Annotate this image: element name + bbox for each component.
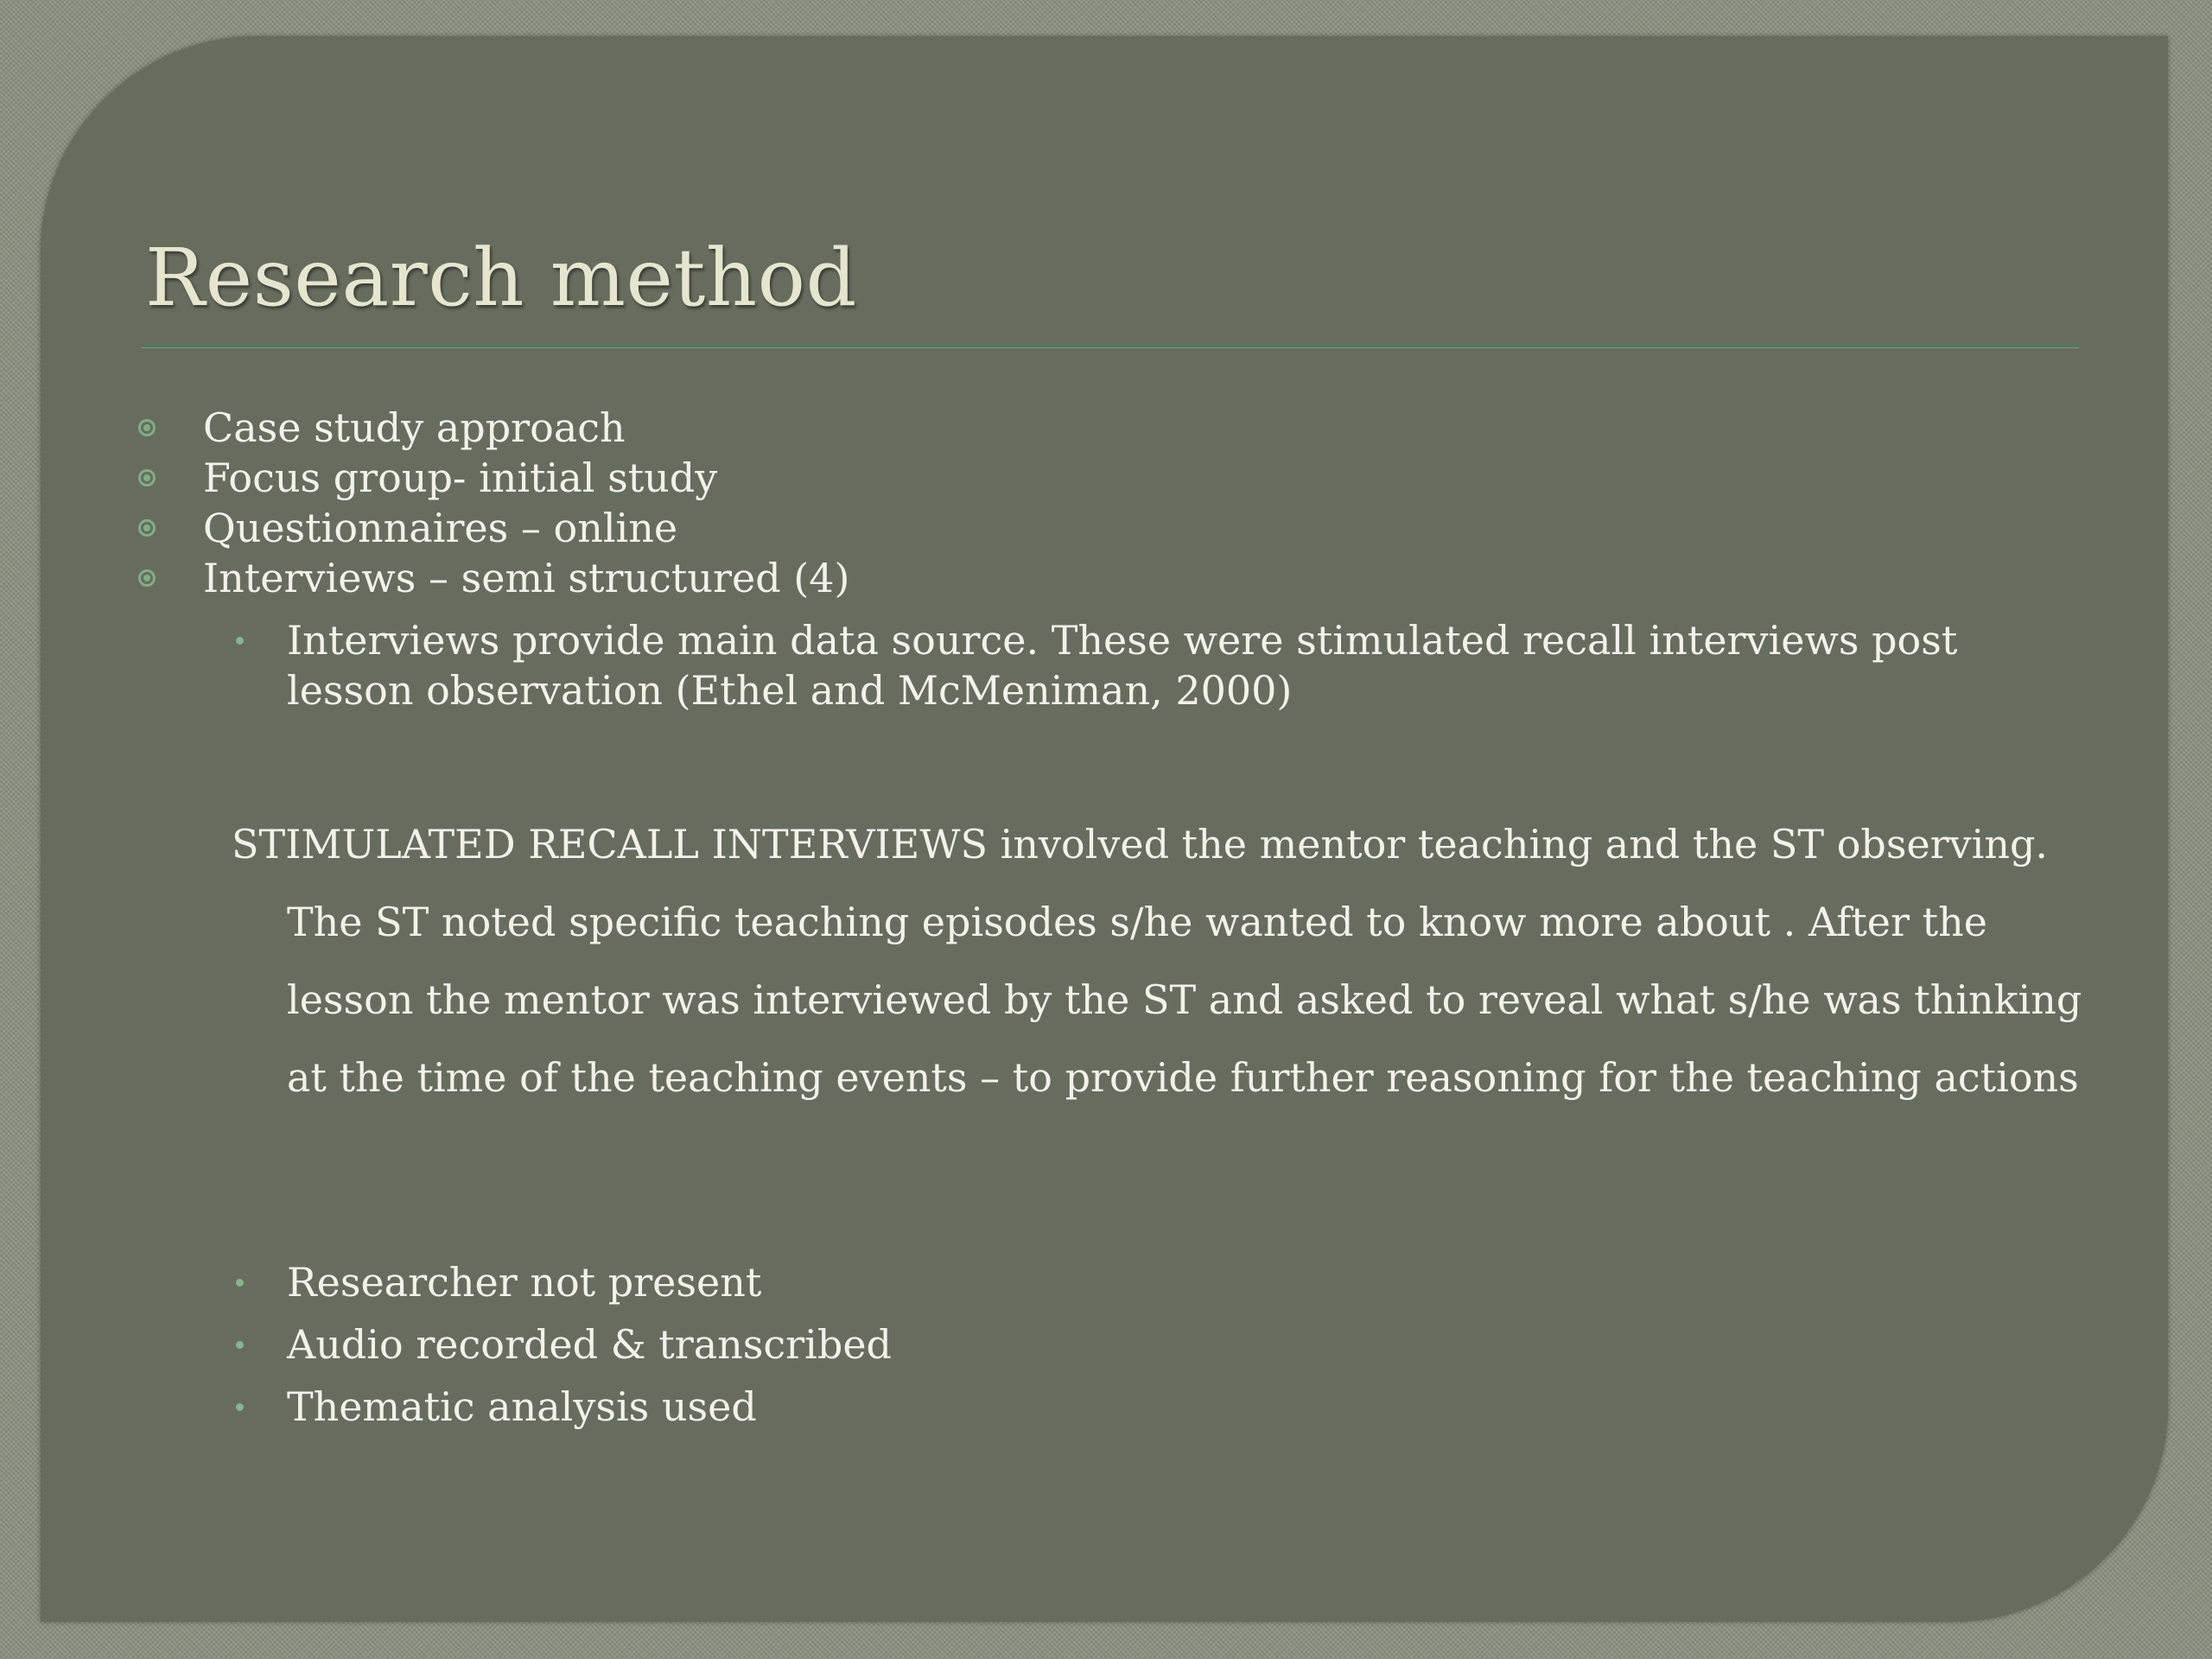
ring-bullet-icon bbox=[138, 469, 156, 486]
list-item bbox=[233, 1313, 892, 1376]
ring-bullet-icon bbox=[138, 419, 156, 436]
recall-interview-paragraph: STIMULATED RECALL INTERVIEWS involved the mentor teaching and the ST observing. The ST noted specific teaching episodes s/he wanted to know more about . After the lesson the mentor was interviewed by the ST and asked to reveal what s/he was thinking at the time of the teaching events – to provide further reasoning for the teaching actions bbox=[232, 821, 2082, 1101]
bullet-text: Case study approach bbox=[203, 404, 626, 451]
dot-bullet-icon bbox=[236, 1403, 244, 1411]
list-item bbox=[138, 503, 849, 553]
ring-bullet-icon bbox=[138, 519, 156, 537]
bullet-text: Focus group- initial study bbox=[203, 454, 718, 501]
list-item bbox=[138, 403, 849, 453]
ring-bullet-icon bbox=[138, 569, 156, 587]
bullet-text: Interviews – semi structured (4) bbox=[203, 555, 850, 601]
list-item bbox=[138, 453, 849, 503]
dot-bullet-icon bbox=[236, 1279, 244, 1287]
list-item bbox=[233, 1376, 892, 1438]
title-divider bbox=[142, 345, 2079, 348]
dot-bullet-icon bbox=[236, 1341, 244, 1349]
sub-bullet-text: Interviews provide main data source. These were stimulated recall interviews post lesson observation (Ethel and McMeniman, 2000) bbox=[287, 617, 1958, 714]
list-item bbox=[233, 1251, 892, 1313]
bottom-bullet-list bbox=[233, 1251, 892, 1438]
dot-bullet-icon bbox=[236, 637, 244, 645]
sub-bullet bbox=[233, 615, 2056, 715]
slide-title: Research method bbox=[145, 232, 857, 324]
main-bullet-list bbox=[138, 403, 849, 603]
bullet-text: Researcher not present bbox=[287, 1259, 762, 1306]
bullet-text: Thematic analysis used bbox=[287, 1383, 757, 1430]
bullet-text: Audio recorded & transcribed bbox=[287, 1321, 892, 1368]
list-item bbox=[138, 553, 849, 603]
bullet-text: Questionnaires – online bbox=[203, 505, 678, 551]
